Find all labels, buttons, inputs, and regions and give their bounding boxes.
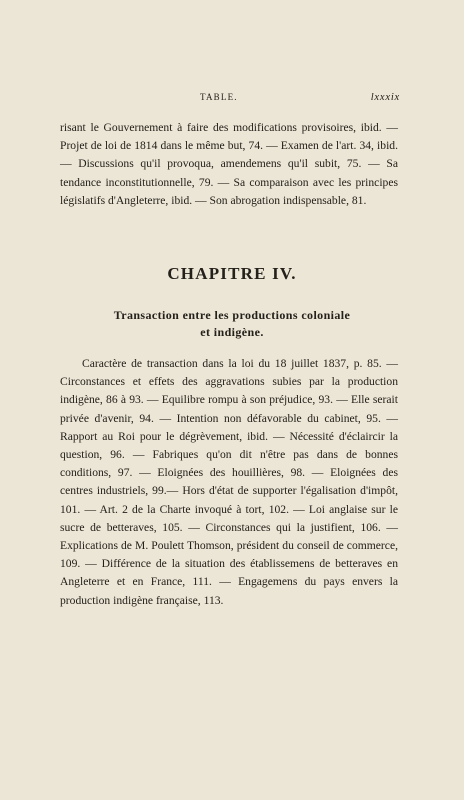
chapter-summary-text: Caractère de transaction dans la loi du 18 juillet 1837, p. 85. — Circonstances et effets des aggravations subies par la production indigène, 86 à 93. — Equilibre rompu à son préjudice, 93. — Elle serait privée d'avenir, 94. — Intention non défavorable du cabinet, 95. — Rapport au Roi pour le dégrèvement, ibid. — Nécessité d'éclaircir la question, 96. — Fabriques qu'on dit n'être pas dans de bonnes conditions, 97. — Eloignées des houillières, 98. — Eloignées des centres industriels, 99.— Hors d'état de supporter l'égalisation d'impôt, 101. — Art. 2 de la Charte invoqué à tort, 102. — Loi anglaise sur le sucre de betteraves, 105. — Circonstances qui la justifient, 106. — Explications de M. Poulett Thomson, président du conseil de commerce, 109. — Différence de la situation des établissemens de betteraves en Angleterre et en France, 111. — Engagemens du pays envers la production indigène française, 113.: [60, 357, 398, 607]
section-title-line-2: et indigène.: [200, 325, 264, 339]
running-head: [60, 92, 400, 108]
continued-paragraph: [60, 119, 398, 210]
page-number: lxxxix: [370, 92, 400, 103]
chapter-summary-paragraph: [60, 355, 398, 610]
section-title-line-1: Transaction entre les productions coloniale: [113, 308, 351, 322]
running-head-title: TABLE.: [200, 92, 238, 102]
chapter-title: CHAPITRE IV.: [167, 264, 297, 283]
continued-paragraph-text: risant le Gouvernement à faire des modifications provisoires, ibid. — Projet de loi de 1814 dans le même but, 74. — Examen de l'art. 34, ibid. — Discussions qu'il provoqua, amendemens qu'il subit, 75. — Sa tendance inconstitutionnelle, 79. — Sa comparaison avec les principes législatifs d'Angleterre, ibid. — Son abrogation indispensable, 81.: [60, 121, 398, 207]
section-title: [60, 307, 404, 341]
